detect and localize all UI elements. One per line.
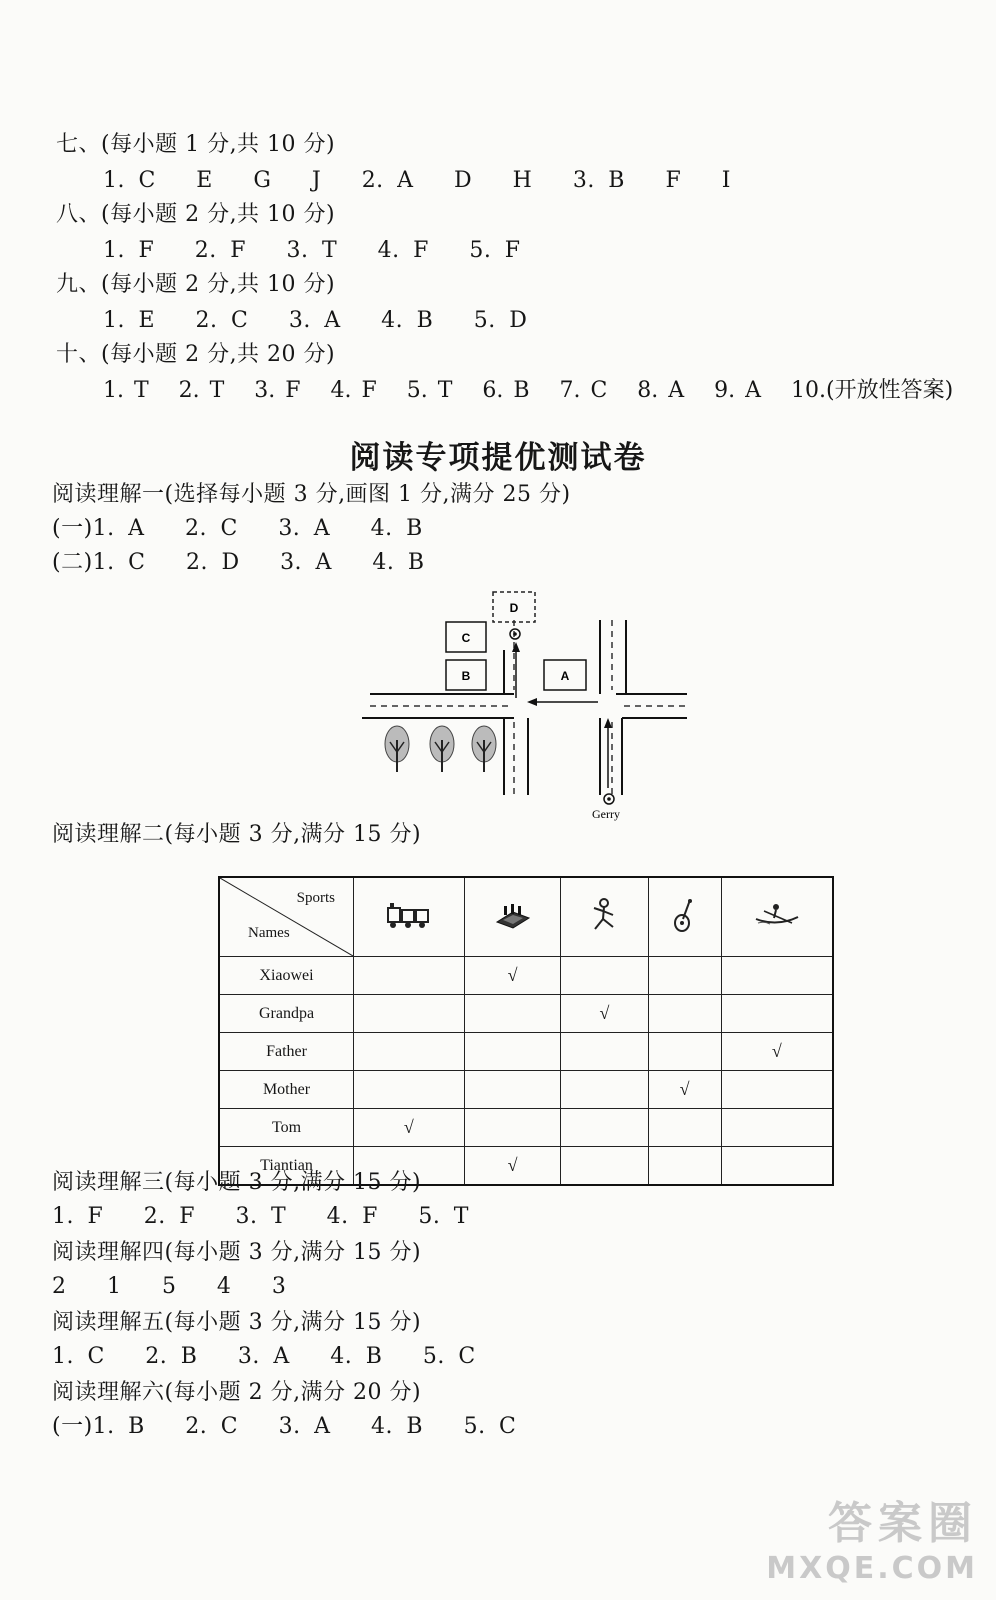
table-header-row: [219, 877, 833, 957]
watermark: [766, 1487, 978, 1586]
section-9-heading: 九、(每小题 2 分,共 10 分): [56, 272, 336, 297]
reading-4-answers: 2 1 5 4 3: [52, 1274, 287, 1299]
reading-2-heading: 阅读理解二(每小题 3 分,满分 15 分): [52, 822, 422, 847]
check-cell: [721, 1147, 833, 1186]
check-cell: √: [354, 1109, 465, 1147]
reading-3-answers: 1. F 2. F 3. T 4. F 5. T: [52, 1204, 469, 1229]
check-cell: [561, 957, 648, 995]
map-label-gerry: Gerry: [592, 807, 620, 821]
row-name: Tiantian: [219, 1147, 354, 1186]
check-cell: √: [561, 995, 648, 1033]
map-label-c: C: [461, 631, 471, 645]
table-row: [219, 995, 833, 1033]
check-cell: [464, 1071, 561, 1109]
watermark-url: MXQE.COM: [766, 1551, 978, 1586]
sports-table: [218, 876, 834, 1186]
check-cell: [464, 1033, 561, 1071]
tree-icon: [472, 726, 496, 772]
check-cell: [464, 1109, 561, 1147]
reading-1-heading: 阅读理解一(选择每小题 3 分,画图 1 分,满分 25 分): [52, 482, 571, 507]
reading-5-heading: 阅读理解五(每小题 3 分,满分 15 分): [52, 1310, 422, 1335]
row-name: Father: [219, 1033, 354, 1071]
rowing-boat-icon: [721, 877, 833, 957]
reading-6-heading: 阅读理解六(每小题 2 分,满分 20 分): [52, 1380, 422, 1405]
row-name: Tom: [219, 1109, 354, 1147]
chess-board-icon: [464, 877, 561, 957]
check-cell: [354, 957, 465, 995]
check-cell: [561, 1147, 648, 1186]
reading-6-answers: (一)1. B 2. C 3. A 4. B 5. C: [52, 1414, 517, 1439]
section-7-heading: 七、(每小题 1 分,共 10 分): [56, 132, 336, 157]
check-cell: [354, 995, 465, 1033]
map-label-b: B: [461, 669, 471, 683]
section-8-answers: 1. F 2. F 3. T 4. F 5. F: [103, 238, 521, 263]
tree-icon: [385, 726, 409, 772]
table-row: [219, 1033, 833, 1071]
check-cell: √: [721, 1033, 833, 1071]
check-cell: [648, 1109, 721, 1147]
reading-1-part-2: (二)1. C 2. D 3. A 4. B: [52, 550, 425, 575]
page-title: 阅读专项提优测试卷: [349, 440, 647, 476]
corner-sports-label: Sports: [296, 890, 335, 906]
check-cell: √: [648, 1071, 721, 1109]
train-icon: [354, 877, 465, 957]
reading-3-heading: 阅读理解三(每小题 3 分,满分 15 分): [52, 1170, 422, 1195]
check-cell: [561, 1071, 648, 1109]
route-map-drawing: [362, 590, 697, 825]
check-cell: [464, 995, 561, 1033]
reading-5-answers: 1. C 2. B 3. A 4. B 5. C: [52, 1344, 476, 1369]
map-label-d: D: [509, 601, 519, 615]
section-7-answers: 1. C E G J 2. A D H 3. B F I: [103, 168, 731, 193]
row-name: Xiaowei: [219, 957, 354, 995]
section-10-heading: 十、(每小题 2 分,共 20 分): [56, 342, 336, 367]
corner-cell: [219, 877, 354, 957]
check-cell: [561, 1033, 648, 1071]
row-name: Grandpa: [219, 995, 354, 1033]
row-name: Mother: [219, 1071, 354, 1109]
table-row: [219, 957, 833, 995]
check-cell: [648, 1033, 721, 1071]
watermark-logo: 答案圈: [828, 1498, 978, 1549]
check-cell: [721, 957, 833, 995]
check-cell: [354, 1033, 465, 1071]
reading-1-part-1: (一)1. A 2. C 3. A 4. B: [52, 516, 423, 541]
reading-4-heading: 阅读理解四(每小题 3 分,满分 15 分): [52, 1240, 422, 1265]
check-cell: [648, 1147, 721, 1186]
table-row: [219, 1071, 833, 1109]
tree-icon: [430, 726, 454, 772]
check-cell: √: [464, 1147, 561, 1186]
section-10-answers: 1. T 2. T 3. F 4. F 5. T 6. B 7. C 8. A 9. A 10.(开放性答案): [103, 378, 954, 403]
check-cell: [648, 957, 721, 995]
running-figure-icon: [561, 877, 648, 957]
check-cell: [354, 1071, 465, 1109]
corner-names-label: Names: [248, 925, 290, 941]
table-row: [219, 1109, 833, 1147]
check-cell: [721, 1109, 833, 1147]
check-cell: [721, 1071, 833, 1109]
route-map: [362, 590, 697, 825]
check-cell: [648, 995, 721, 1033]
section-9-answers: 1. E 2. C 3. A 4. B 5. D: [103, 308, 528, 333]
check-cell: [561, 1109, 648, 1147]
guitar-icon: [648, 877, 721, 957]
section-8-heading: 八、(每小题 2 分,共 10 分): [56, 202, 336, 227]
check-cell: √: [464, 957, 561, 995]
map-label-a: A: [560, 669, 570, 683]
check-cell: [721, 995, 833, 1033]
